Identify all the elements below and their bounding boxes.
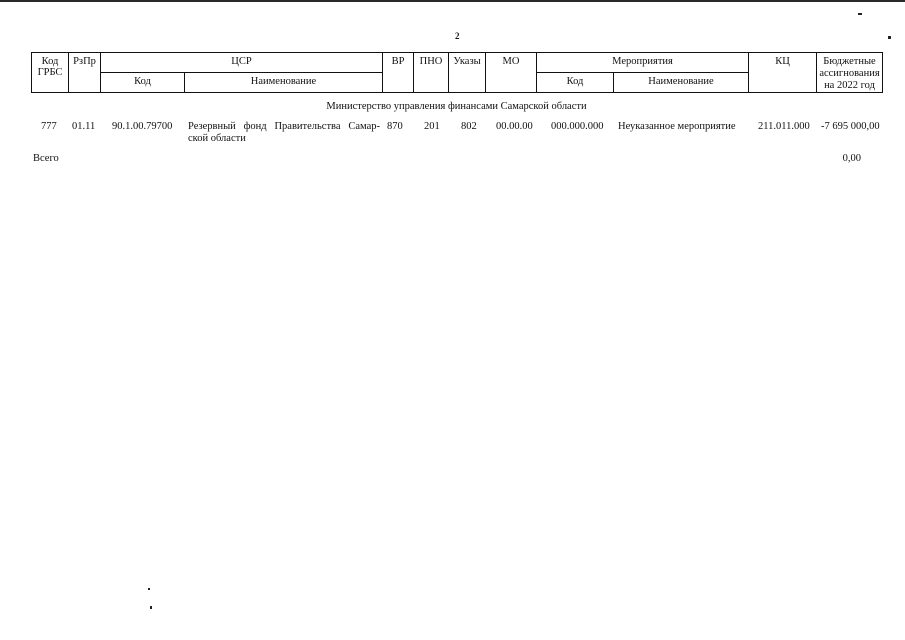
cell-csr-name: Резервный фонд Правительства Самар-ской области bbox=[188, 121, 380, 144]
cell-kc: 211.011.000 bbox=[758, 121, 810, 132]
scan-speck bbox=[148, 588, 150, 590]
scan-speck bbox=[858, 13, 862, 15]
header-mer-code: Код bbox=[537, 73, 614, 93]
budget-table-header bbox=[31, 52, 883, 93]
cell-mer-code: 000.000.000 bbox=[551, 121, 604, 132]
header-mo: МО bbox=[486, 53, 537, 93]
header-rzpr: РзПр bbox=[69, 53, 101, 93]
cell-pno: 201 bbox=[424, 121, 440, 132]
header-vr: ВР bbox=[383, 53, 414, 93]
total-label: Всего bbox=[33, 153, 59, 164]
header-grbs: Код ГРБС bbox=[32, 53, 69, 93]
cell-rzpr: 01.11 bbox=[72, 121, 96, 132]
cell-mo: 00.00.00 bbox=[496, 121, 533, 132]
header-csr: ЦСР bbox=[101, 53, 383, 73]
header-mer-name: Наименование bbox=[614, 73, 749, 93]
header-csr-name: Наименование bbox=[185, 73, 383, 93]
ministry-title: Министерство управления финансами Самарской области bbox=[326, 101, 587, 112]
total-value: 0,00 bbox=[842, 153, 861, 164]
header-pno: ПНО bbox=[414, 53, 449, 93]
header-ukazy: Указы bbox=[449, 53, 486, 93]
header-meropriyatiya: Мероприятия bbox=[537, 53, 749, 73]
cell-csr-code: 90.1.00.79700 bbox=[112, 121, 173, 132]
cell-budget: -7 695 000,00 bbox=[821, 121, 880, 132]
cell-grbs: 777 bbox=[41, 121, 57, 132]
cell-ukazy: 802 bbox=[461, 121, 477, 132]
scan-speck bbox=[888, 36, 891, 39]
cell-vr: 870 bbox=[387, 121, 403, 132]
header-budget: Бюджетные ассигнования на 2022 год bbox=[817, 53, 883, 93]
scan-speck bbox=[150, 606, 152, 609]
scan-top-edge bbox=[0, 0, 905, 2]
header-csr-code: Код bbox=[101, 73, 185, 93]
page-number: 2 bbox=[455, 31, 460, 41]
header-kc: КЦ bbox=[749, 53, 817, 93]
cell-mer-name: Неуказанное мероприятие bbox=[618, 121, 736, 132]
